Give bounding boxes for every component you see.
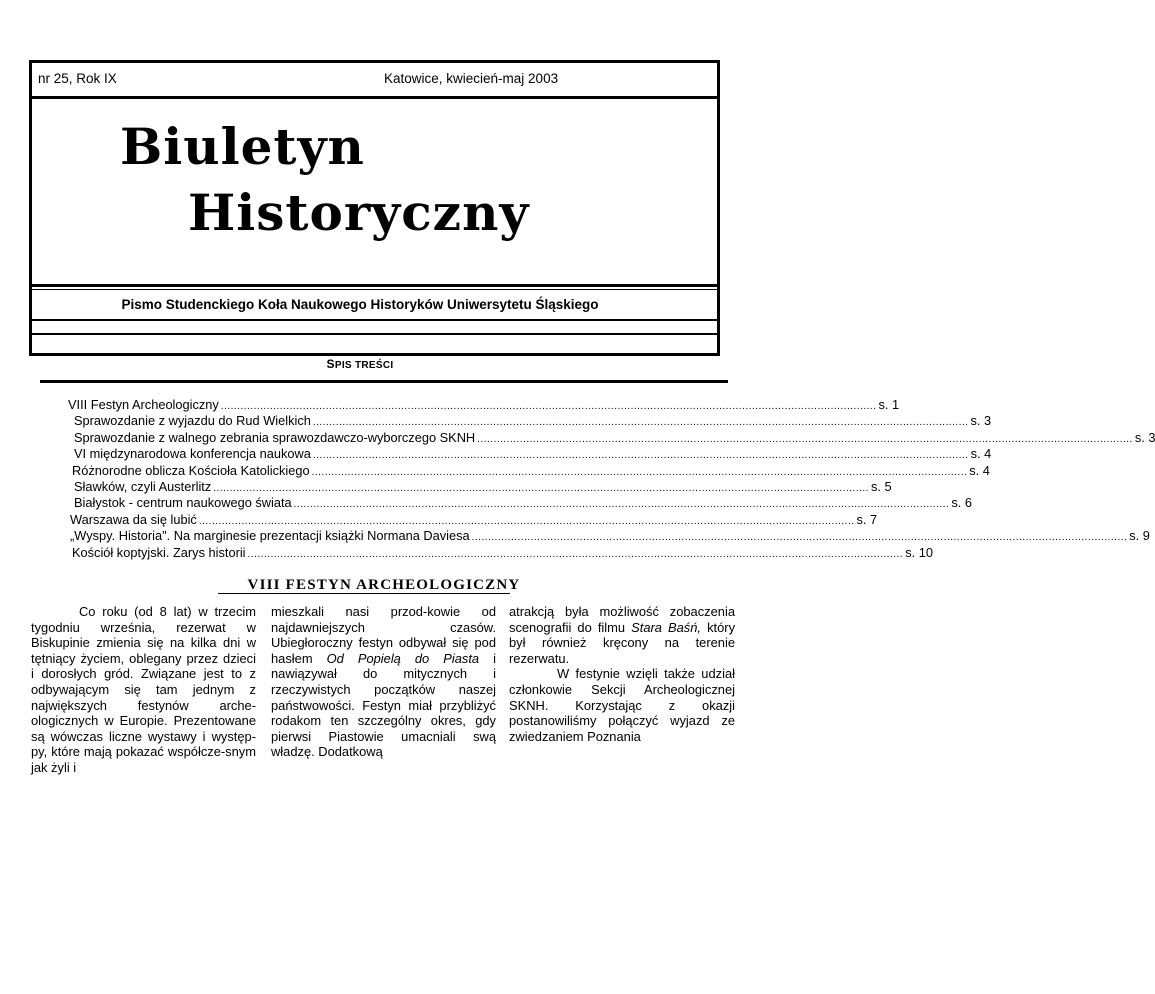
toc-leader-dots: ........................................................................................................................................................................................................ xyxy=(220,401,877,412)
issue-number: nr 25, Rok IX xyxy=(38,71,117,86)
toc-heading-rest: PIS TREŚCI xyxy=(334,360,394,371)
toc-entry-page: s. 9 xyxy=(1129,528,1150,544)
article-col3-part-b: który był również kręcony na terenie rezerwatu. xyxy=(509,619,736,666)
subtitle-divider-lower xyxy=(31,333,720,335)
toc-leader-dots: ........................................................................................................................................................................................................ xyxy=(312,417,969,429)
toc-entry-page: s. 5 xyxy=(870,478,892,494)
toc-entry-page: s. 1 xyxy=(878,397,900,412)
article-title-underline xyxy=(218,593,510,594)
article-col2-part-b: i nawiązywał do mitycznych i rzeczywistych początków naszej państwowości. Festyn miał przybliżyć rodakom ten szczególny okres, gdy pierwsi Piastowie umacniali swą władzę. Dodatkową xyxy=(271,650,497,760)
toc-top-rule xyxy=(40,380,728,383)
table-of-contents xyxy=(60,397,1155,561)
top-rule xyxy=(29,60,720,63)
toc-entry-title: VIII Festyn Archeologiczny xyxy=(68,397,219,412)
article-col2-text xyxy=(271,604,496,760)
toc-leader-dots: ........................................................................................................................................................................................................ xyxy=(471,532,1128,544)
article-column-3 xyxy=(509,604,735,744)
toc-entry xyxy=(60,478,892,495)
header-divider xyxy=(31,96,720,99)
toc-leader-dots: ........................................................................................................................................................................................................ xyxy=(477,433,1133,445)
toc-entry-title: Białystok - centrum naukowego świata xyxy=(74,495,292,511)
toc-entry-title: Różnorodne oblicza Kościoła Katolickiego xyxy=(72,462,310,478)
title-divider-upper xyxy=(31,284,720,287)
masthead-title-line1: Biuletyn xyxy=(120,117,365,176)
toc-entry xyxy=(60,429,1155,446)
article-col2-part-a: mieszkali nasi przod-kowie od najdawniejszych czasów. Ubiegłoroczny festyn odbywał się pod hasłem xyxy=(271,604,496,666)
article-col1-text: Co roku (od 8 lat) w trzecim tygodniu września, rezerwat w Biskupinie zmienia się na kilka dni w tętniący życiem, oblegany przez dzieci i dorosłych gród. Związane jest to z odbywającym się tam jednym z największych festynów arche-ologicznych w Europie. Prezentowane są wówczas liczne wystawy i występ-py, które mają pokazać współcze-snym jak żyli i xyxy=(31,604,256,775)
toc-entry-page: s. 7 xyxy=(856,511,878,527)
toc-heading-initial: S xyxy=(326,357,335,371)
toc-entry-title: Sprawozdanie z walnego zebrania sprawozdawczo-wyborczego SKNH xyxy=(74,429,476,445)
toc-entry xyxy=(60,528,1150,544)
article-col3-paragraph-2: W festynie wzięli także udział członkowie Sekcji Archeologicznej SKNH. Korzystając z okazji postanowiliśmy połączyć wyjazd ze zwiedzaniem Poznania xyxy=(509,666,735,744)
issue-place-date: Katowice, kwiecień-maj 2003 xyxy=(384,71,559,86)
toc-entry-page: s. 6 xyxy=(951,495,972,511)
toc-leader-dots: ........................................................................................................................................................................................................ xyxy=(213,482,869,494)
article-col3-text xyxy=(509,604,735,666)
article-column-1 xyxy=(31,604,256,776)
toc-entry-page: s. 3 xyxy=(970,413,992,429)
toc-entry-title: Sławków, czyli Austerlitz xyxy=(74,478,212,494)
toc-entry-page: s. 10 xyxy=(905,544,933,560)
toc-entry-title: Sprawozdanie z wyjazdu do Rud Wielkich xyxy=(74,413,311,429)
title-divider-lower xyxy=(31,289,720,290)
toc-entry-page: s. 4 xyxy=(970,446,992,462)
toc-entry-title: Warszawa da się lubić xyxy=(70,511,197,527)
article-column-2 xyxy=(271,604,496,760)
toc-entry-page: s. 4 xyxy=(969,462,990,478)
toc-leader-dots: ........................................................................................................................................................................................................ xyxy=(311,466,968,478)
article-col3-italic: Stara Baśń, xyxy=(631,619,701,635)
toc-entry xyxy=(60,544,933,561)
toc-entry xyxy=(60,397,900,413)
article-title: VIII FESTYN ARCHEOLOGICZNY xyxy=(247,577,521,593)
article-col3-part-a: atrakcją była możliwość zobaczenia scenografii do filmu xyxy=(509,604,735,635)
toc-entry xyxy=(60,413,992,429)
toc-leader-dots: ........................................................................................................................................................................................................ xyxy=(312,450,969,462)
toc-entry-page: s. 3 xyxy=(1134,429,1155,445)
masthead-subtitle: Pismo Studenckiego Koła Naukowego Historyków Uniwersytetu Śląskiego xyxy=(121,297,599,312)
toc-entry-title: VI międzynarodowa konferencja naukowa xyxy=(74,446,311,462)
toc-entry xyxy=(60,511,878,528)
toc-leader-dots: ........................................................................................................................................................................................................ xyxy=(293,499,950,511)
toc-entry xyxy=(60,495,972,511)
toc-heading xyxy=(0,357,720,371)
toc-entry-title: Kościół koptyjski. Zarys historii xyxy=(72,544,246,560)
toc-leader-dots: ........................................................................................................................................................................................................ xyxy=(247,548,904,560)
box-bottom-rule xyxy=(31,353,720,356)
masthead-title-line2: Historyczny xyxy=(188,183,530,242)
toc-entry xyxy=(60,446,992,462)
subtitle-divider-upper xyxy=(31,319,720,321)
toc-leader-dots: ........................................................................................................................................................................................................ xyxy=(198,515,855,527)
article-col2-italic: Od Popielą do Piasta xyxy=(326,650,480,666)
toc-entry-title: „Wyspy. Historia". Na marginesie prezentacji książki Normana Daviesa xyxy=(70,528,470,544)
toc-entry xyxy=(60,462,990,479)
